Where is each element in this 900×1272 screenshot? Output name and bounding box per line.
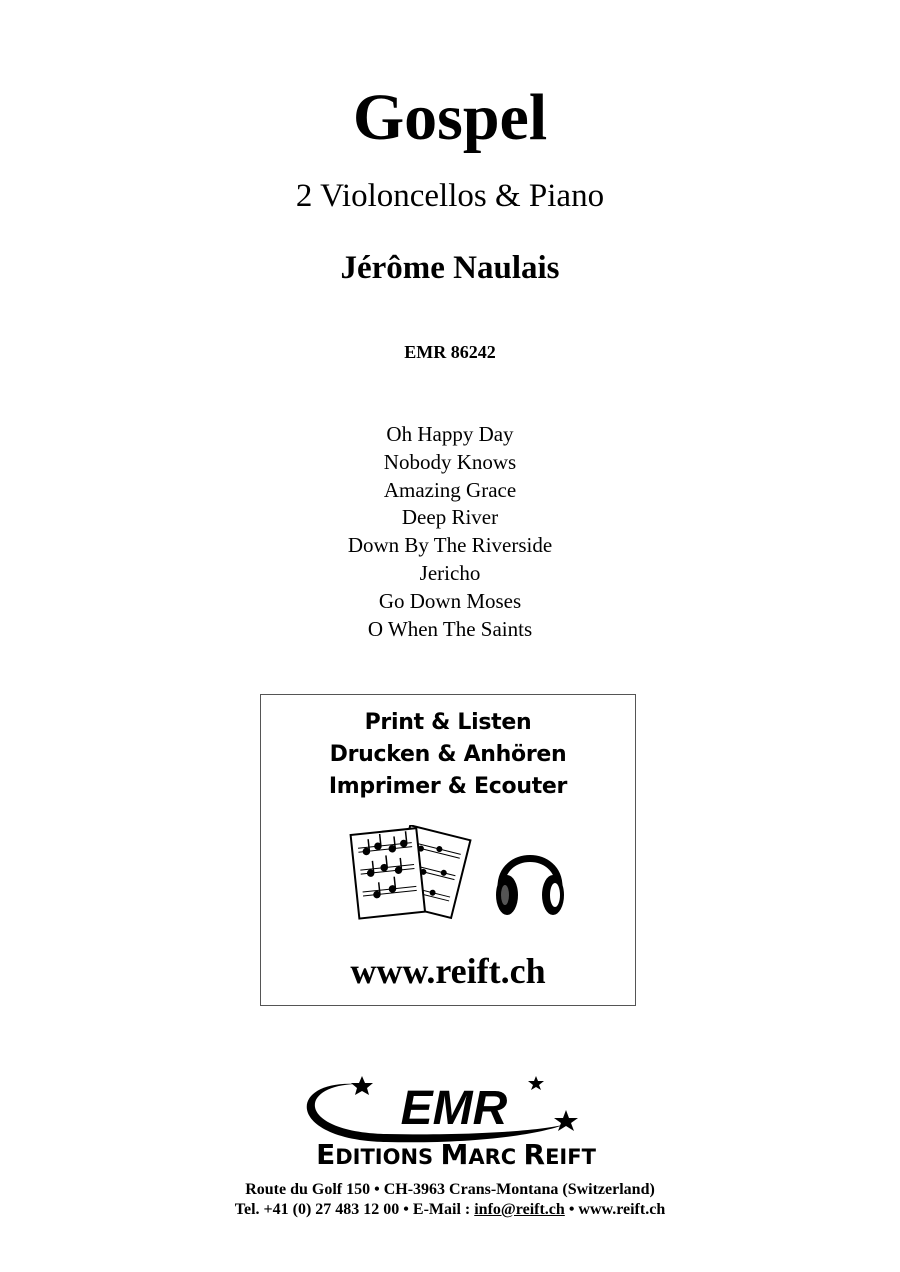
promo-line-german: Drucken & Anhören xyxy=(329,742,567,767)
promo-url: www.reift.ch xyxy=(350,951,546,991)
song-item: O When The Saints xyxy=(367,616,533,641)
contact-phone: Tel. +41 (0) 27 483 12 00 • E-Mail : xyxy=(234,1201,475,1218)
publisher-contact xyxy=(0,1200,900,1220)
song-item: Nobody Knows xyxy=(383,449,517,474)
emr-logo-text: EMR xyxy=(400,1082,508,1135)
page-title: Gospel xyxy=(352,81,548,154)
contact-website: • www.reift.ch xyxy=(564,1201,666,1218)
emr-logo xyxy=(236,1072,676,1172)
catalog-number: EMR 86242 xyxy=(404,342,496,362)
song-item: Down By The Riverside xyxy=(347,533,553,558)
publisher-address: Route du Golf 150 • CH-3963 Crans-Montana (Switzerland) xyxy=(245,1181,655,1198)
sheet-music-icon xyxy=(351,825,471,918)
promo-line-french: Imprimer & Ecouter xyxy=(328,774,568,799)
song-item: Jericho xyxy=(419,560,481,585)
song-item: Deep River xyxy=(401,505,499,530)
song-item: Go Down Moses xyxy=(378,588,522,613)
instrumentation: 2 Violoncellos & Piano xyxy=(295,178,605,214)
song-item: Amazing Grace xyxy=(383,477,517,502)
promo-icons xyxy=(341,825,571,925)
composer-name: Jérôme Naulais xyxy=(340,250,560,286)
print-listen-box xyxy=(260,694,636,1006)
song-item: Oh Happy Day xyxy=(386,422,514,446)
song-list xyxy=(0,421,900,643)
promo-line-english: Print & Listen xyxy=(364,710,532,735)
headphones-icon xyxy=(496,859,564,916)
publisher-name: EDITIONS MARC REIFT xyxy=(316,1138,596,1171)
promo-text xyxy=(261,707,635,803)
email-link[interactable]: info@reift.ch xyxy=(474,1201,565,1218)
